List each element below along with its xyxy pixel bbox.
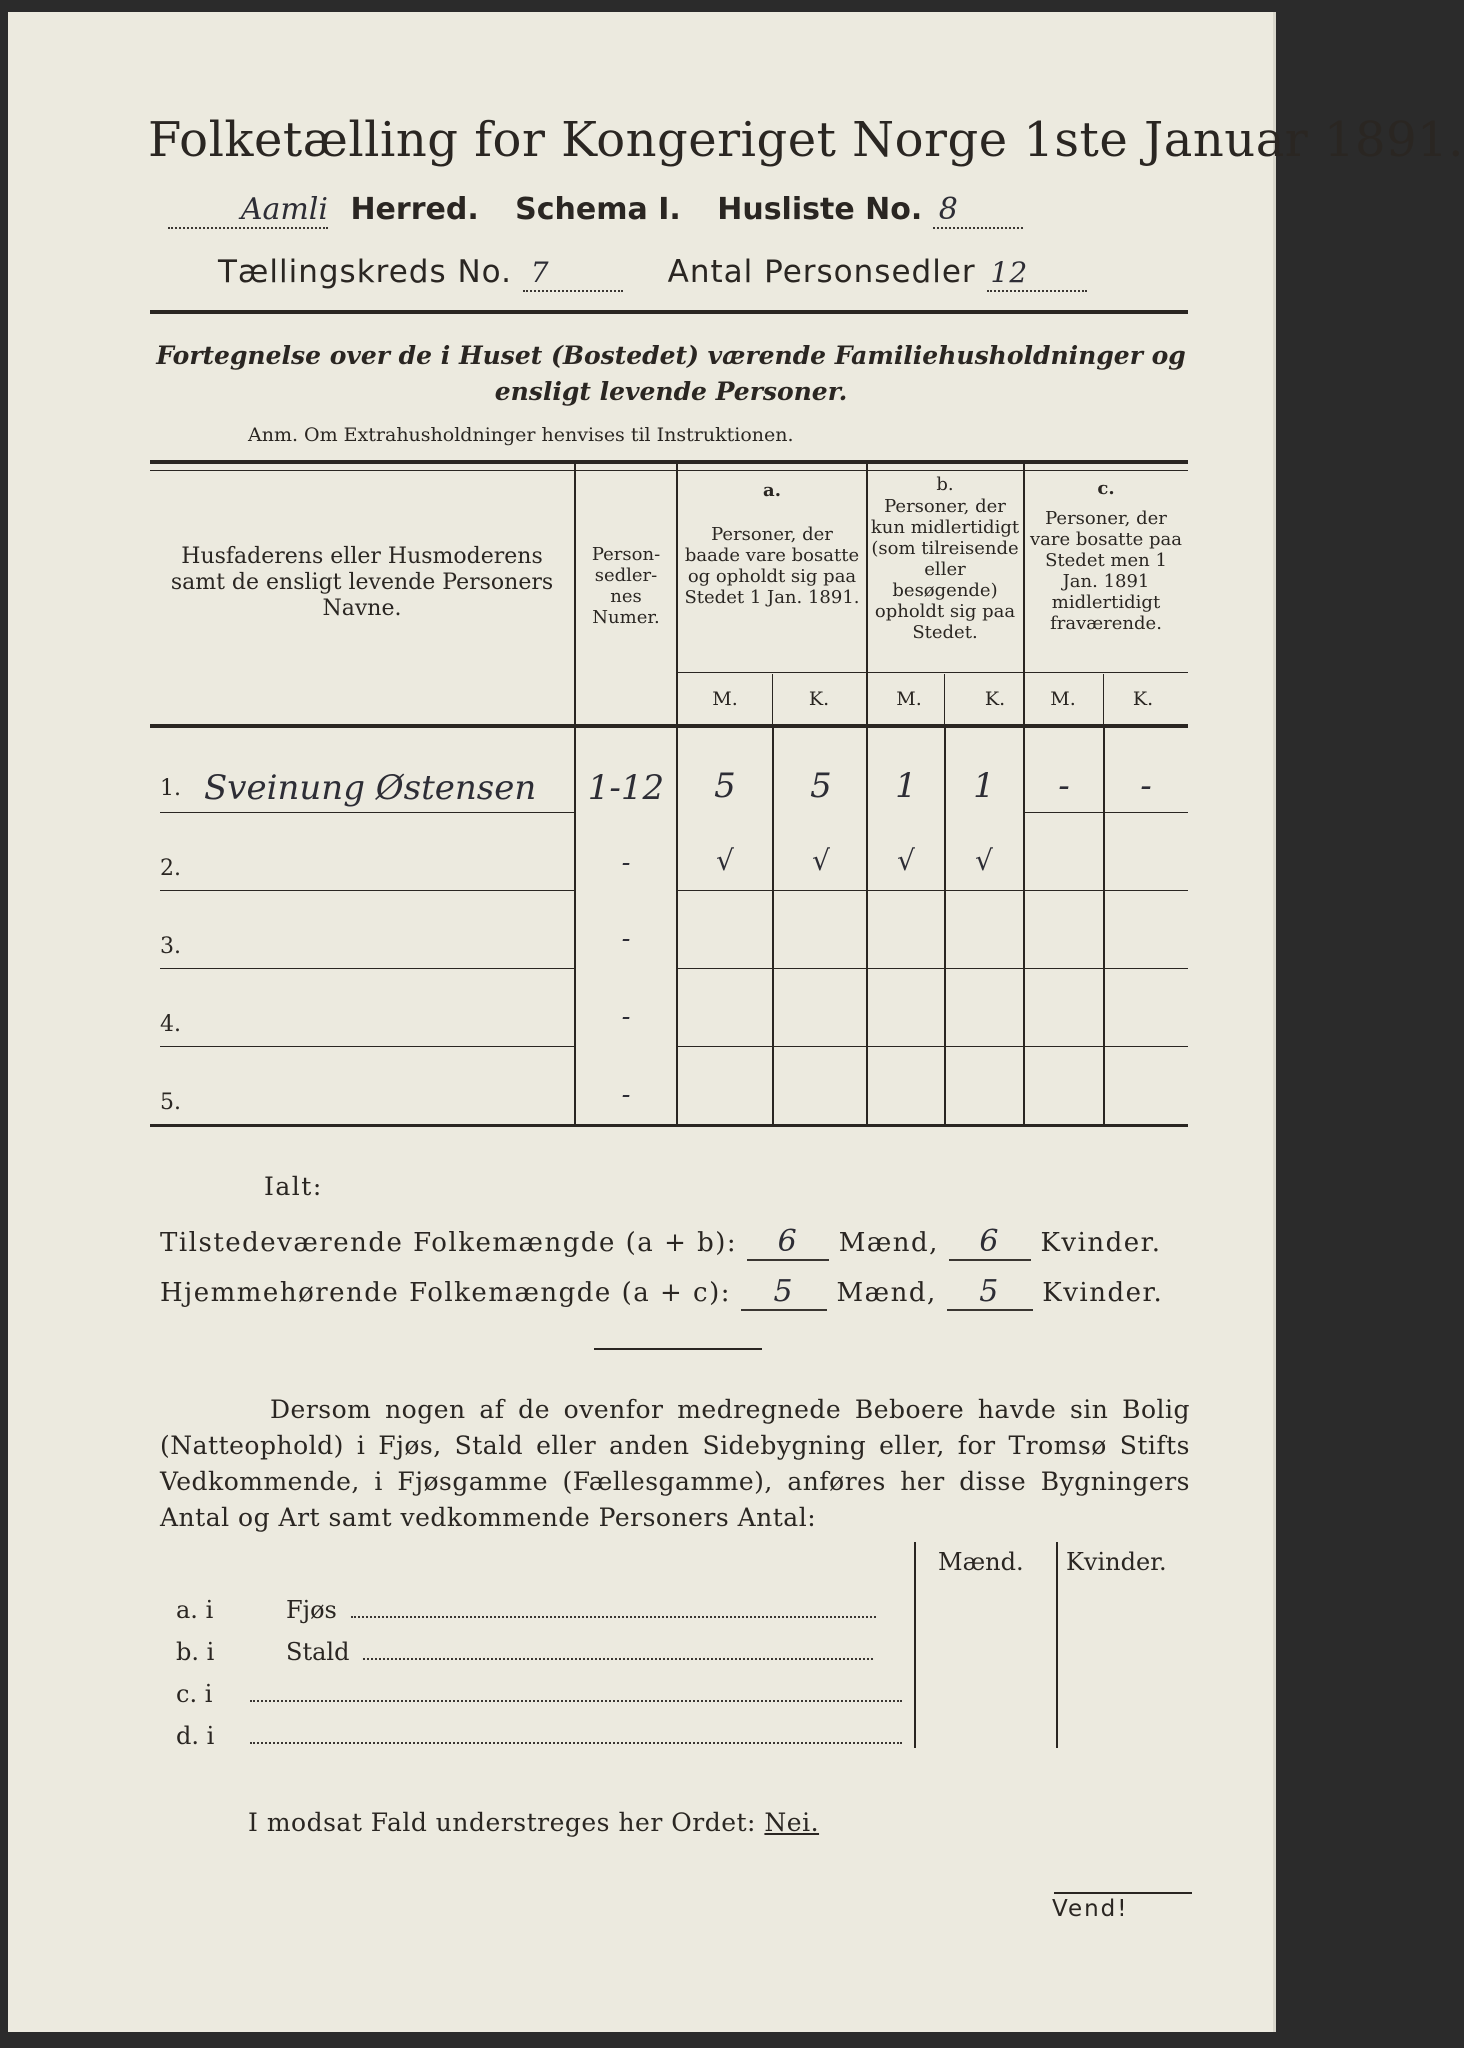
table-top-rule bbox=[150, 460, 1188, 464]
buildings-maend-header: Mænd. bbox=[938, 1548, 1024, 1576]
hjemme-line bbox=[160, 1274, 1163, 1311]
tilstede-label: Tilstedeværende Folkemængde (a + b): bbox=[160, 1228, 738, 1258]
row-number: 5. bbox=[160, 1090, 181, 1115]
tilstede-k-value: 6 bbox=[979, 1224, 1000, 1259]
row-number: 2. bbox=[160, 856, 181, 881]
b-m-header: M. bbox=[896, 688, 922, 710]
row-1-c-k: - bbox=[1140, 766, 1152, 806]
census-form-page bbox=[8, 12, 1464, 2032]
kreds-value: 7 bbox=[530, 256, 550, 289]
row-2-a-k: √ bbox=[812, 844, 830, 877]
separator-rule bbox=[594, 1348, 762, 1350]
header-rule bbox=[150, 310, 1188, 314]
maend-label: Mænd, bbox=[838, 1228, 939, 1258]
form-title: Folketælling for Kongeriget Norge 1ste Januar 1891. bbox=[148, 112, 1464, 168]
col-b-header: Personer, der kun midlertidigt (som tilreisende eller besøgende) opholdt sig paa Stedet. bbox=[870, 496, 1020, 643]
herred-line bbox=[168, 192, 1168, 229]
buildings-kvinder-header: Kvinder. bbox=[1066, 1548, 1167, 1576]
col-a-header: Personer, der baade vare bosatte og opholdt sig paa Stedet 1 Jan. 1891. bbox=[684, 524, 860, 608]
row-2-num: - bbox=[621, 848, 631, 878]
col-c-letter: c. bbox=[1097, 478, 1115, 499]
row-3-num: - bbox=[621, 924, 631, 954]
row-number: 4. bbox=[160, 1012, 181, 1037]
a-k-header: K. bbox=[808, 688, 830, 710]
c-m-header: M. bbox=[1050, 688, 1076, 710]
row-number: 1. bbox=[160, 776, 181, 801]
herred-label: Herred. bbox=[350, 192, 479, 227]
herred-value: Aamli bbox=[240, 192, 328, 227]
maend-label: Mænd, bbox=[836, 1278, 937, 1308]
col-a-letter: a. bbox=[763, 480, 781, 501]
table-bottom-rule bbox=[150, 1124, 1188, 1127]
kreds-label: Tællingskreds No. bbox=[218, 254, 512, 290]
vend-label: Vend! bbox=[1052, 1896, 1129, 1922]
hjemme-m-value: 5 bbox=[773, 1274, 795, 1309]
household-name: Sveinung Østensen bbox=[204, 768, 537, 808]
footer-line: I modsat Fald understreges her Ordet: Nei. bbox=[248, 1808, 820, 1837]
b-k-header: K. bbox=[984, 688, 1006, 710]
building-row-d: d. i bbox=[176, 1722, 906, 1750]
c-k-header: K. bbox=[1132, 688, 1154, 710]
husliste-label: Husliste No. bbox=[717, 192, 923, 227]
row-4-num: - bbox=[621, 1002, 631, 1032]
husliste-value: 8 bbox=[938, 192, 958, 227]
kreds-line bbox=[218, 254, 1168, 292]
col-name-header: Husfaderens eller Husmoderens samt de ensligt levende Personers Navne. bbox=[170, 544, 554, 621]
col-num-header: Person-sedler-nes Numer. bbox=[591, 544, 661, 628]
row-number: 3. bbox=[160, 934, 181, 959]
row-1-b-m: 1 bbox=[895, 766, 917, 806]
building-row-b: b. i Stald bbox=[176, 1638, 906, 1666]
building-row-c: c. i bbox=[176, 1680, 906, 1708]
hjemme-label: Hjemmehørende Folkemængde (a + c): bbox=[160, 1278, 731, 1308]
tilstede-line bbox=[160, 1224, 1162, 1261]
a-m-header: M. bbox=[712, 688, 738, 710]
building-row-a: a. i Fjøs bbox=[176, 1596, 906, 1624]
row-2-b-k: √ bbox=[975, 844, 993, 877]
personsedler-label: Antal Personsedler bbox=[667, 254, 976, 290]
nei-word: Nei. bbox=[764, 1808, 820, 1837]
hjemme-k-value: 5 bbox=[979, 1274, 1000, 1309]
schema-label: Schema I. bbox=[515, 192, 681, 227]
personsedler-value: 12 bbox=[990, 256, 1029, 289]
kvinder-label: Kvinder. bbox=[1040, 1228, 1162, 1258]
row-1-b-k: 1 bbox=[973, 766, 995, 806]
row-1-a-m: 5 bbox=[714, 766, 736, 806]
ialt-label: Ialt: bbox=[264, 1172, 323, 1201]
col-c-header: Personer, der vare bosatte paa Stedet men 1 Jan. 1891 midlertidigt fraværende. bbox=[1029, 508, 1183, 634]
tilstede-m-value: 6 bbox=[777, 1224, 799, 1259]
row-2-a-m: √ bbox=[716, 844, 734, 877]
kvinder-label: Kvinder. bbox=[1042, 1278, 1164, 1308]
row-1-a-k: 5 bbox=[810, 766, 832, 806]
row-5-num: - bbox=[621, 1080, 631, 1110]
row-1-num: 1-12 bbox=[587, 768, 665, 808]
table-head-rule bbox=[150, 724, 1188, 728]
col-b-letter: b. bbox=[936, 474, 954, 495]
intro-heading: Fortegnelse over de i Huset (Bostedet) værende Familiehusholdninger og ensligt levende Personer. bbox=[156, 341, 1186, 406]
intro-note: Anm. Om Extrahusholdninger henvises til Instruktionen. bbox=[248, 424, 794, 446]
buildings-paragraph: Dersom nogen af de ovenfor medregnede Beboere havde sin Bolig (Natteophold) i Fjøs, Stald eller anden Sidebygning eller, for Tromsø Stifts Vedkommende, i Fjøsgamme (Fællesgamme), anføres her disse Bygningers Antal og Art samt vedkommende Personers Antal: bbox=[160, 1395, 1190, 1532]
row-2-b-m: √ bbox=[897, 844, 915, 877]
row-1-c-m: - bbox=[1058, 766, 1070, 806]
